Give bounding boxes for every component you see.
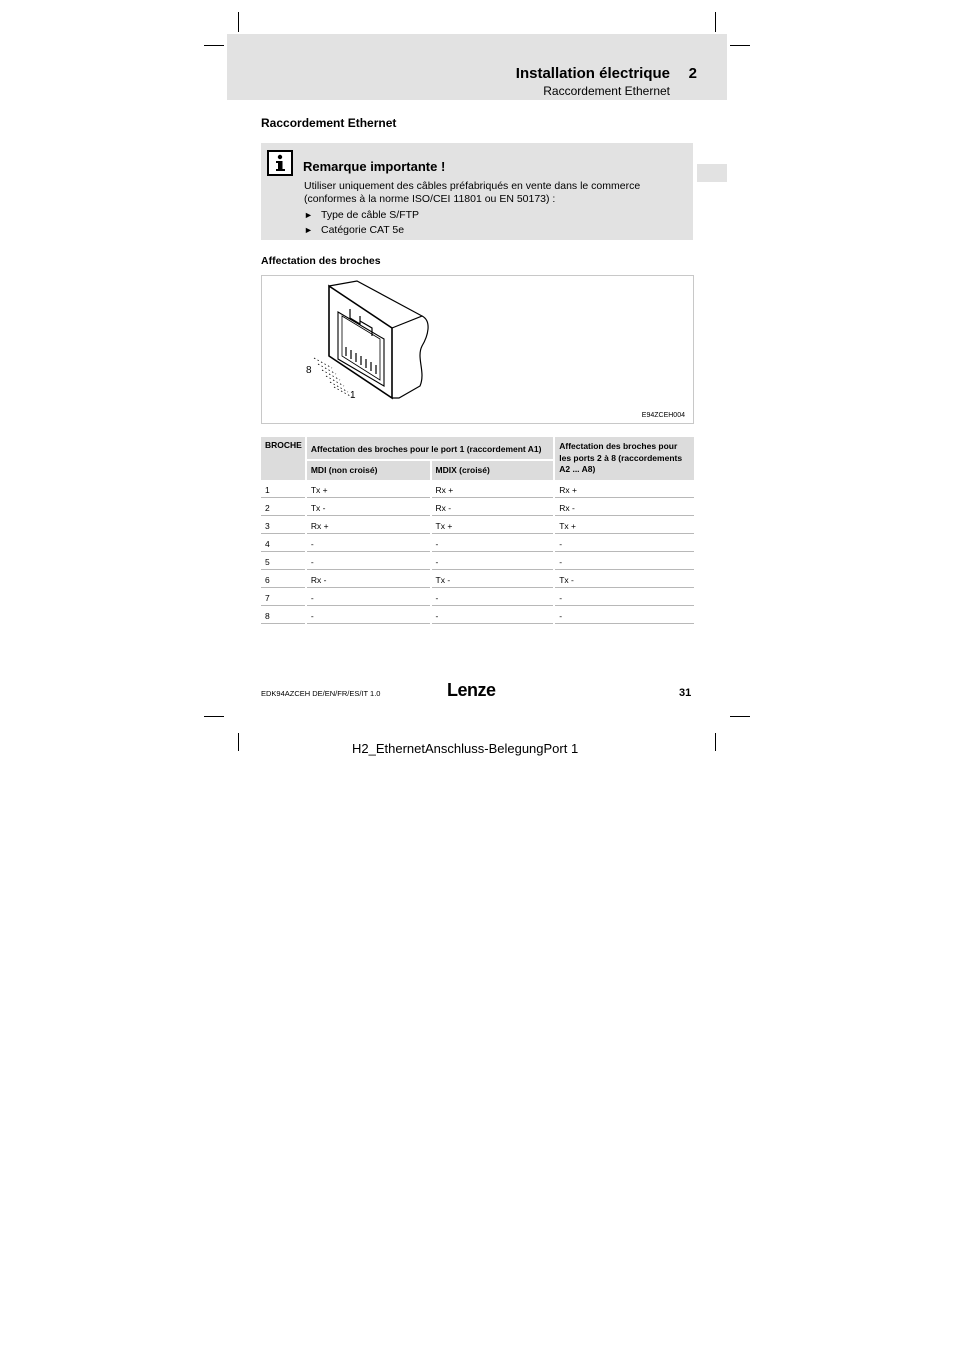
page-number: 31 xyxy=(679,687,692,699)
pin-number: 8 xyxy=(261,606,306,624)
rj45-socket-drawing xyxy=(262,276,692,422)
pin-number: 5 xyxy=(261,552,306,570)
mdi-value: Tx - xyxy=(306,498,431,516)
table-row xyxy=(261,516,694,534)
table-row xyxy=(261,570,694,588)
ports-value: - xyxy=(554,534,694,552)
mdix-value: - xyxy=(431,552,555,570)
table-row xyxy=(261,606,694,624)
mdi-value: - xyxy=(306,552,431,570)
mdix-value: Tx - xyxy=(431,570,555,588)
column-header-mdi: MDI (non croisé) xyxy=(306,460,431,480)
mdix-value: - xyxy=(431,606,555,624)
column-header-ports2-8: Affectation des broches pour les ports 2 à 8 (raccordements A2 ... A8) xyxy=(554,437,694,480)
mdix-value: - xyxy=(431,534,555,552)
crop-mark-bottom-right-v xyxy=(715,733,716,751)
pin-number: 7 xyxy=(261,588,306,606)
pin-assignment-title: Affectation des broches xyxy=(261,255,381,267)
note-text: Utiliser uniquement des câbles préfabriqués en vente dans le commerce (conformes à la norme ISO/CEI 11801 ou EN 50173) : xyxy=(304,180,641,205)
crop-mark-top-right-v xyxy=(715,12,716,32)
crop-mark-bottom-right-h xyxy=(730,716,750,717)
image-caption: H2_EthernetAnschluss-BelegungPort 1 xyxy=(352,741,579,756)
pin-number: 3 xyxy=(261,516,306,534)
ports-value: - xyxy=(554,606,694,624)
page-header xyxy=(227,34,727,100)
ports-value: Rx + xyxy=(554,480,694,498)
figure-code: E94ZCEH004 xyxy=(641,412,685,419)
ports-value: Tx - xyxy=(554,570,694,588)
bullet-arrow-icon: ► xyxy=(304,225,313,235)
chapter-subtitle: Raccordement Ethernet xyxy=(543,84,670,98)
document-id: EDK94AZCEH DE/EN/FR/ES/IT 1.0 xyxy=(261,689,381,698)
chapter-title: Installation électrique xyxy=(515,65,670,82)
section-title: Raccordement Ethernet xyxy=(261,116,397,130)
ports-value: - xyxy=(554,588,694,606)
pin-number: 2 xyxy=(261,498,306,516)
mdi-value: - xyxy=(306,534,431,552)
mdi-value: Tx + xyxy=(306,480,431,498)
mdi-value: - xyxy=(306,588,431,606)
mdix-value: - xyxy=(431,588,555,606)
pin-assignment-table xyxy=(261,437,694,624)
mdi-value: Rx + xyxy=(306,516,431,534)
important-note xyxy=(261,143,693,240)
mdix-value: Tx + xyxy=(431,516,555,534)
ports-value: Rx - xyxy=(554,498,694,516)
ports-value: - xyxy=(554,552,694,570)
table-row xyxy=(261,498,694,516)
mdix-value: Rx - xyxy=(431,498,555,516)
crop-mark-top-left-h xyxy=(204,45,224,46)
column-header-mdix: MDIX (croisé) xyxy=(431,460,555,480)
crop-mark-top-right-h xyxy=(730,45,750,46)
crop-mark-bottom-left-v xyxy=(238,733,239,751)
mdi-value: Rx - xyxy=(306,570,431,588)
pin-number: 1 xyxy=(261,480,306,498)
table-row xyxy=(261,480,694,498)
rj45-figure xyxy=(261,275,694,424)
column-header-port1: Affectation des broches pour le port 1 (raccordement A1) xyxy=(306,437,554,460)
pin-number: 6 xyxy=(261,570,306,588)
note-title: Remarque importante ! xyxy=(303,159,446,174)
table-row xyxy=(261,552,694,570)
list-item: ► Catégorie CAT 5e xyxy=(304,224,405,236)
chapter-number: 2 xyxy=(688,65,697,82)
mdi-value: - xyxy=(306,606,431,624)
pin-number: 4 xyxy=(261,534,306,552)
pin1-label: 1 xyxy=(350,390,356,401)
pin8-label: 8 xyxy=(306,365,312,376)
crop-mark-top-left-v xyxy=(238,12,239,32)
table-row xyxy=(261,534,694,552)
table-row xyxy=(261,588,694,606)
info-icon xyxy=(267,150,293,176)
chapter-side-tab xyxy=(697,164,727,182)
mdix-value: Rx + xyxy=(431,480,555,498)
ports-value: Tx + xyxy=(554,516,694,534)
bullet-arrow-icon: ► xyxy=(304,210,313,220)
column-header-broche: BROCHE xyxy=(261,437,306,480)
lenze-logo: Lenze xyxy=(447,680,496,700)
crop-mark-bottom-left-h xyxy=(204,716,224,717)
note-bullet-list xyxy=(304,208,419,238)
list-item: ► Type de câble S/FTP xyxy=(304,209,420,221)
